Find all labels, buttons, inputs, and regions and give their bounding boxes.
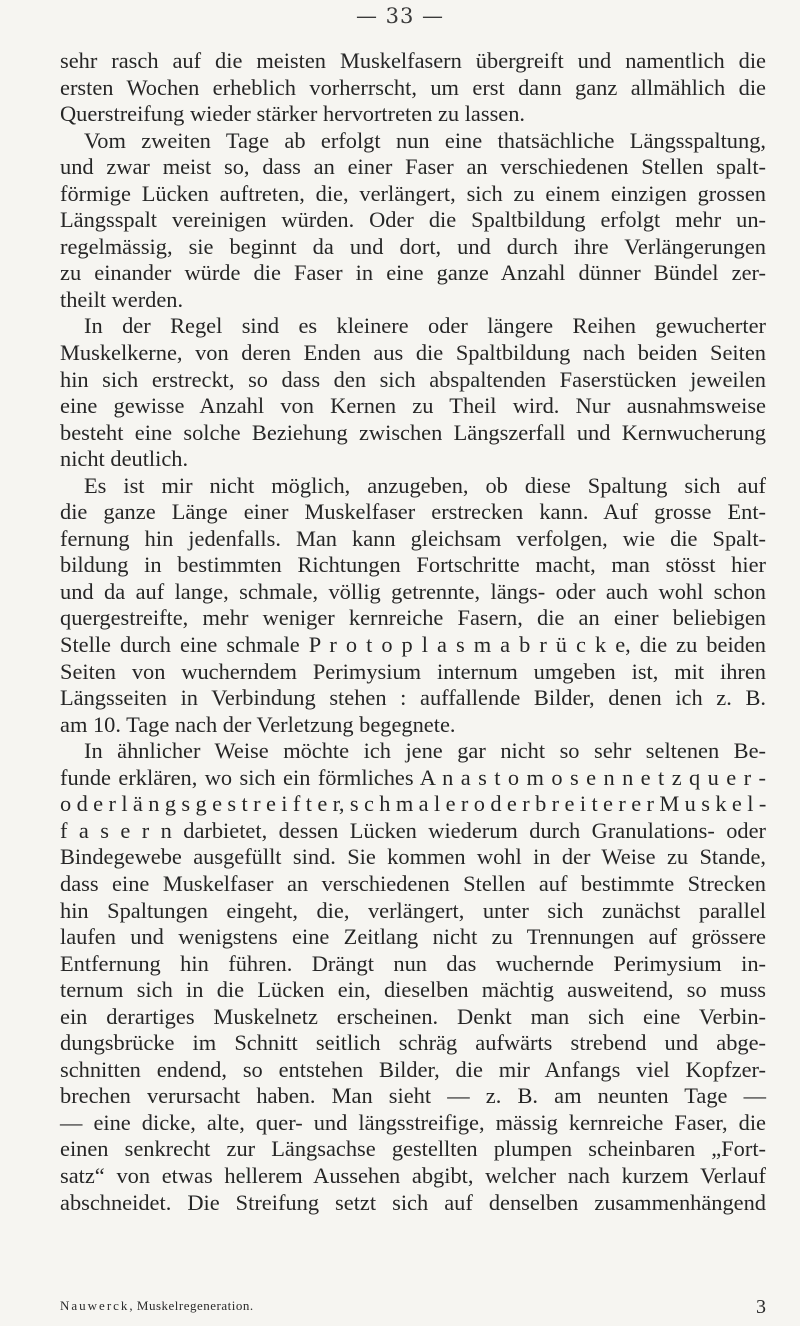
text-line: die ganze Länge einer Muskelfaser erstrecken kann. Auf grosse Ent- <box>60 499 766 525</box>
text-line: und da auf lange, schmale, völlig getrennte, längs- oder auch wohl schon <box>60 578 766 604</box>
signature-line <box>60 1298 254 1314</box>
sheet-number: 3 <box>756 1296 766 1318</box>
signature-author: Nauwerck <box>60 1298 130 1313</box>
text-line: funde erklären, wo sich ein förmliches A n a s t o m o s e n n e t z q u e r - <box>60 764 766 790</box>
text-line: o d e r l ä n g s g e s t r e i f t e r, s c h m a l e r o d e r b r e i t e r e r M u s k e l - <box>60 791 766 817</box>
text-line: Muskelkerne, von deren Enden aus die Spaltbildung nach beiden Seiten <box>60 340 766 366</box>
text-line: laufen und wenigstens eine Zeitlang nicht zu Trennungen auf grössere <box>60 924 766 950</box>
text-line: — eine dicke, alte, quer- und längsstreifige, mässig kernreiche Faser, die <box>60 1109 766 1135</box>
text-line: Seiten von wucherndem Perimysium internum umgeben ist, mit ihren <box>60 658 766 684</box>
text-line: Längsseiten in Verbindung stehen : auffallende Bilder, denen ich z. B. <box>60 685 766 711</box>
text-line: brechen verursacht haben. Man sieht — z. B. am neunten Tage — <box>60 1083 766 1109</box>
text-line: Stelle durch eine schmale P r o t o p l a s m a b r ü c k e, die zu beiden <box>60 632 766 658</box>
text-line: sehr rasch auf die meisten Muskelfasern übergreift und namentlich die <box>60 48 766 73</box>
text-line: regelmässig, sie beginnt da und dort, und durch ihre Verlängerungen <box>60 233 766 259</box>
text-line: schnitten endend, so entstehen Bilder, die mir Anfangs viel Kopfzer- <box>60 1056 766 1082</box>
text-line: zu einander würde die Faser in eine ganze Anzahl dünner Bündel zer- <box>60 260 766 286</box>
signature-title: , Muskelregeneration. <box>129 1298 254 1313</box>
text-line: abschneidet. Die Streifung setzt sich auf denselben zusammenhängend <box>60 1189 766 1215</box>
footer <box>60 1296 766 1322</box>
text-line: In ähnlicher Weise möchte ich jene gar nicht so sehr seltenen Be- <box>84 738 766 764</box>
text-line: ein derartiges Muskelnetz erscheinen. Denkt man sich eine Verbin- <box>60 1003 766 1029</box>
text-line: In der Regel sind es kleinere oder längere Reihen gewucherter <box>84 313 766 339</box>
text-line: theilt werden. <box>60 286 184 312</box>
text-line: f a s e r n darbietet, dessen Lücken wiederum durch Granulations- oder <box>60 817 766 843</box>
text-line: und zwar meist so, dass an einer Faser an verschiedenen Stellen spalt- <box>60 154 766 180</box>
text-line: Bindegewebe ausgefüllt sind. Sie kommen wohl in der Weise zu Stande, <box>60 844 766 870</box>
text-line: fernung hin jedenfalls. Man kann gleichsam verfolgen, wie die Spalt- <box>60 525 766 551</box>
text-line: hin sich erstreckt, so dass den sich abspaltenden Faserstücken jeweilen <box>60 366 766 392</box>
text-line: bildung in bestimmten Richtungen Fortschritte macht, man stösst hier <box>60 552 766 578</box>
text-line: am 10. Tage nach der Verletzung begegnete. <box>60 711 456 737</box>
text-line: eine gewisse Anzahl von Kernen zu Theil wird. Nur ausnahmsweise <box>60 393 766 419</box>
text-line: dass eine Muskelfaser an verschiedenen Stellen auf bestimmte Strecken <box>60 870 766 896</box>
text-line: Querstreifung wieder stärker hervortreten zu lassen. <box>60 101 526 127</box>
page-number: — 33 — <box>355 4 445 28</box>
text-line: besteht eine solche Beziehung zwischen Längszerfall und Kernwucherung <box>60 419 766 445</box>
text-line: einen senkrecht zur Längsachse gestellten plumpen scheinbaren „Fort- <box>60 1136 766 1162</box>
text-line: ternum sich in die Lücken ein, dieselben mächtig ausweitend, so muss <box>60 977 766 1003</box>
text-line: quergestreifte, mehr weniger kernreiche Fasern, die an einer beliebigen <box>60 605 766 631</box>
text-line: Längsspalt vereinigen würden. Oder die Spaltbildung erfolgt mehr un- <box>60 207 766 233</box>
text-line: nicht deutlich. <box>60 446 189 472</box>
text-line: hin Spaltungen eingeht, die, verlängert, unter sich zunächst parallel <box>60 897 766 923</box>
text-line: ersten Wochen erheblich vorherrscht, um erst dann ganz allmählich die <box>60 74 766 100</box>
body-text <box>60 48 766 1216</box>
text-line: förmige Lücken auftreten, die, verlängert, sich zu einem einzigen grossen <box>60 180 766 206</box>
text-line: satz“ von etwas hellerem Aussehen abgibt, welcher nach kurzem Verlauf <box>60 1162 766 1188</box>
text-line: Entfernung hin führen. Drängt nun das wuchernde Perimysium in- <box>60 950 766 976</box>
text-line: dungsbrücke im Schnitt seitlich schräg aufwärts strebend und abge- <box>60 1030 766 1056</box>
text-line: Vom zweiten Tage ab erfolgt nun eine thatsächliche Längsspaltung, <box>84 127 766 153</box>
text-line: Es ist mir nicht möglich, anzugeben, ob diese Spaltung sich auf <box>84 472 766 498</box>
